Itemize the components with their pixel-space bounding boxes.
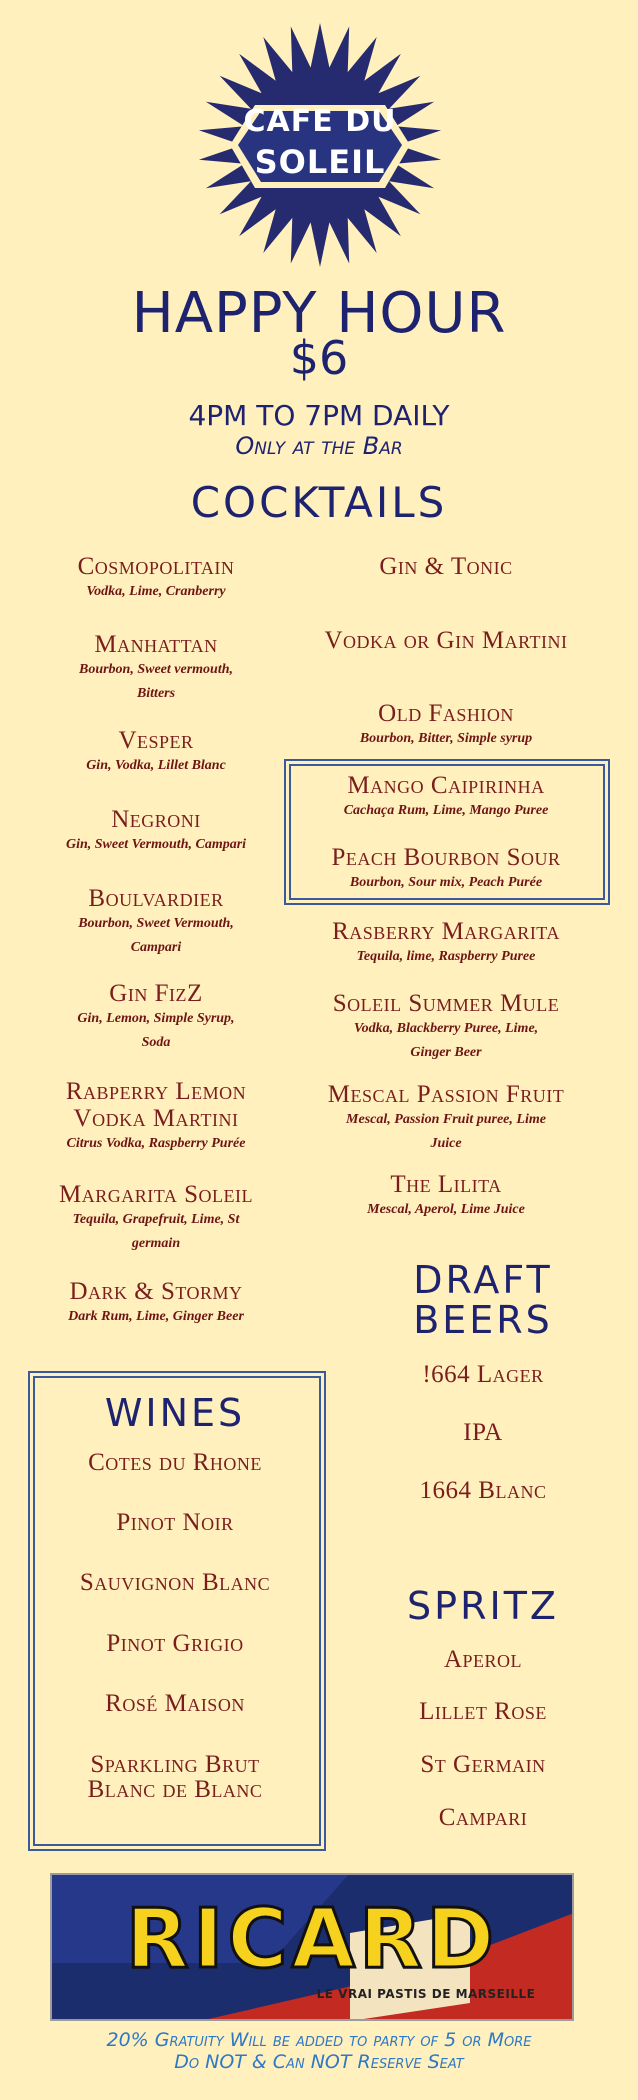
cocktail-desc: Citrus Vodka, Raspberry Purée xyxy=(66,1136,246,1151)
happy-hour-price: $6 xyxy=(289,331,349,385)
beer-item: IPA xyxy=(463,1419,503,1446)
cocktail-name: Dark & Stormy xyxy=(69,1278,243,1305)
cocktail-name: Negroni xyxy=(111,806,201,833)
ricard-tagline: LE VRAI PASTIS DE MARSEILLE xyxy=(316,1987,536,2001)
cocktail-name: Mango Caipirinha xyxy=(347,772,545,799)
cocktail-item xyxy=(20,885,292,960)
wines-title: WINES xyxy=(104,1391,246,1435)
cocktail-desc: Soda xyxy=(141,1035,171,1050)
cocktail-desc: Vodka, Lime, Cranberry xyxy=(86,584,226,599)
cocktail-desc: Gin, Lemon, Simple Syrup, xyxy=(77,1011,235,1026)
logo-line-2: SOLEIL xyxy=(254,143,386,181)
cocktail-desc: Mescal, Passion Fruit puree, Lime xyxy=(346,1112,546,1127)
cocktail-name: Rasberry Margarita xyxy=(332,918,560,945)
spritz-item: Campari xyxy=(438,1804,528,1831)
spritz-item: St Germain xyxy=(420,1751,546,1778)
cocktail-name: Mescal Passion Fruit xyxy=(327,1081,565,1108)
cocktail-item xyxy=(296,844,596,895)
cocktail-desc: Tequila, lime, Raspberry Puree xyxy=(356,949,536,964)
cocktail-item xyxy=(296,990,596,1065)
cocktail-desc: Bourbon, Bitter, Simple syrup xyxy=(359,731,533,746)
cocktail-item xyxy=(296,553,596,580)
reservation-note: Do NOT & Can NOT Reserve Seat xyxy=(174,2051,464,2073)
cocktail-item xyxy=(20,1078,292,1156)
happy-hour-location: Only at the Bar xyxy=(235,432,403,460)
wine-item: Pinot Grigio xyxy=(106,1630,244,1657)
draft-beers-title-line-1: DRAFT xyxy=(413,1258,553,1302)
cocktail-item xyxy=(20,980,292,1055)
cocktail-item xyxy=(20,806,292,857)
cocktail-item xyxy=(20,553,292,604)
spritz-item: Lillet Rose xyxy=(419,1698,547,1725)
cocktail-desc: Vodka, Blackberry Puree, Lime, xyxy=(353,1021,539,1036)
cocktail-item xyxy=(296,1171,596,1222)
cocktail-name: Peach Bourbon Sour xyxy=(331,844,561,871)
cocktail-name: Soleil Summer Mule xyxy=(332,990,560,1017)
wine-item: Cotes du Rhone xyxy=(88,1449,262,1476)
cocktail-item xyxy=(296,918,596,969)
cocktail-name: The Lilita xyxy=(390,1171,502,1198)
cocktail-item xyxy=(296,1081,596,1156)
cocktail-name: Boulvardier xyxy=(88,885,224,912)
cocktail-name: Vodka Martini xyxy=(73,1105,239,1132)
cocktail-desc: Bourbon, Sweet Vermouth, xyxy=(78,916,234,931)
happy-hour-hours: 4PM TO 7PM DAILY xyxy=(188,399,450,432)
cocktail-desc: Mescal, Aperol, Lime Juice xyxy=(367,1202,525,1217)
cocktail-item xyxy=(296,627,596,654)
wine-item: Pinot Noir xyxy=(116,1509,234,1536)
cocktail-name: Vodka or Gin Martini xyxy=(324,627,568,654)
spritz-item: Aperol xyxy=(443,1646,523,1673)
cocktail-desc: Campari xyxy=(130,940,182,955)
cocktail-desc: Juice xyxy=(430,1136,462,1151)
cocktail-desc: Dark Rum, Lime, Ginger Beer xyxy=(68,1309,244,1324)
wine-item: Sparkling Brut xyxy=(90,1751,260,1778)
cocktail-name: Vesper xyxy=(118,727,194,754)
cocktail-desc: Cachaça Rum, Lime, Mango Puree xyxy=(343,803,549,818)
cocktail-item xyxy=(20,1278,292,1329)
beer-item: 1664 Blanc xyxy=(419,1477,547,1504)
cocktail-name: Rabperry Lemon xyxy=(65,1078,247,1105)
cocktail-item xyxy=(20,1181,292,1256)
cocktail-name: Margarita Soleil xyxy=(59,1181,253,1208)
cocktail-desc: Gin, Vodka, Lillet Blanc xyxy=(86,758,226,773)
wine-item: Sauvignon Blanc xyxy=(79,1569,271,1596)
cocktail-desc: Bourbon, Sour mix, Peach Purée xyxy=(349,875,543,890)
cocktail-name: Old Fashion xyxy=(378,700,514,727)
cocktail-name: Gin & Tonic xyxy=(379,553,513,580)
cocktail-item xyxy=(296,772,596,823)
cocktails-title: COCKTAILS xyxy=(190,478,448,527)
cocktail-desc: Bitters xyxy=(136,686,176,701)
cocktail-item xyxy=(20,631,292,706)
cocktail-desc: Bourbon, Sweet vermouth, xyxy=(78,662,234,677)
cocktail-name: Manhattan xyxy=(94,631,218,658)
cocktail-desc: Ginger Beer xyxy=(410,1045,482,1060)
cocktail-name: Gin FizZ xyxy=(109,980,203,1007)
cocktail-desc: Gin, Sweet Vermouth, Campari xyxy=(65,837,247,852)
gratuity-note: 20% Gratuity Will be added to party of 5 or More xyxy=(106,2029,532,2051)
cocktail-item xyxy=(20,727,292,778)
logo-line-1: CAFE DU xyxy=(243,104,397,139)
ricard-banner xyxy=(50,1873,574,2021)
draft-beers-title-line-2: BEERS xyxy=(413,1298,553,1342)
cocktail-desc: Tequila, Grapefruit, Lime, St xyxy=(72,1212,240,1227)
wine-item: Rosé Maison xyxy=(105,1690,245,1717)
ricard-brand: RICARD xyxy=(125,1892,499,1987)
happy-hour-title: HAPPY HOUR xyxy=(131,281,507,346)
wine-item: Blanc de Blanc xyxy=(87,1776,263,1803)
cocktail-item xyxy=(296,700,596,751)
cocktail-name: Cosmopolitain xyxy=(77,553,235,580)
spritz-title: SPRITZ xyxy=(407,1584,559,1628)
cocktail-desc: germain xyxy=(131,1236,181,1251)
beer-item: !664 Lager xyxy=(422,1361,544,1388)
